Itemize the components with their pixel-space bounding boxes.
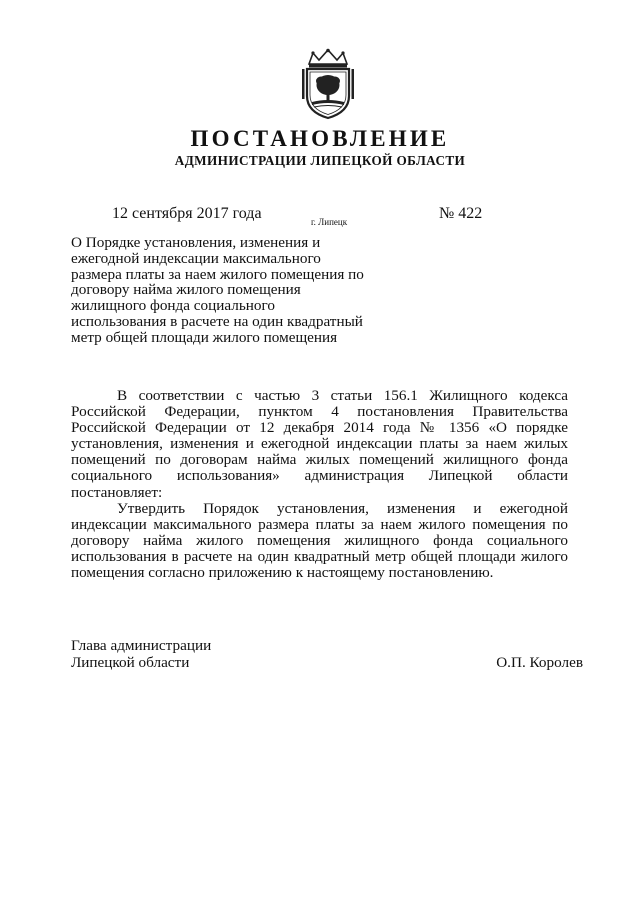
heading-line: О Порядке установления, изменения и <box>71 234 321 251</box>
heading-line: размера платы за наем жилого помещения по <box>71 265 364 283</box>
body-paragraph: Утвердить Порядок установления, изменения и ежегодной индексации максимального размера платы за наем жилого помещения по договору найма жилого помещения жилищного фонда социального использования в расчете на один квадратный метр общей площади жилого помещения согласно приложению к настоящему постановлению. <box>71 499 568 582</box>
heading-line: жилищного фонда социального <box>71 297 275 315</box>
heading-line: метр общей площади жилого помещения <box>71 328 338 346</box>
heading-line: договору найма жилого помещения <box>71 281 301 299</box>
document-heading <box>71 235 391 346</box>
body-paragraph: В соответствии с частью 3 статьи 156.1 Жилищного кодекса Российской Федерации, пунктом 4 постановления Правительства Российской Федерации от 12 декабря 2014 года № 1356 «О порядке установления, изменения и ежегодной индексации платы за наем жилых помещений по договорам найма жилых помещений жилищного фонда социального использования» администрация Липецкой области постановляет: <box>71 387 568 501</box>
document-body <box>71 388 568 581</box>
coat-of-arms-icon <box>299 48 357 120</box>
heading-line: использования в расчете на один квадратный <box>71 312 363 330</box>
document-date: 12 сентября 2017 года <box>112 205 262 222</box>
document-title: ПОСТАНОВЛЕНИЕ <box>190 126 450 151</box>
document-city: г. Липецк <box>311 217 348 227</box>
signatory-name: О.П. Королев <box>496 654 583 671</box>
signatory-position: Глава администрации <box>71 637 212 654</box>
signature-block <box>71 637 583 671</box>
heading-line: ежегодной индексации максимального <box>71 249 321 267</box>
document-number: № 422 <box>439 205 483 222</box>
document-subtitle: АДМИНИСТРАЦИИ ЛИПЕЦКОЙ ОБЛАСТИ <box>174 153 466 168</box>
signatory-region: Липецкой области <box>71 654 190 671</box>
